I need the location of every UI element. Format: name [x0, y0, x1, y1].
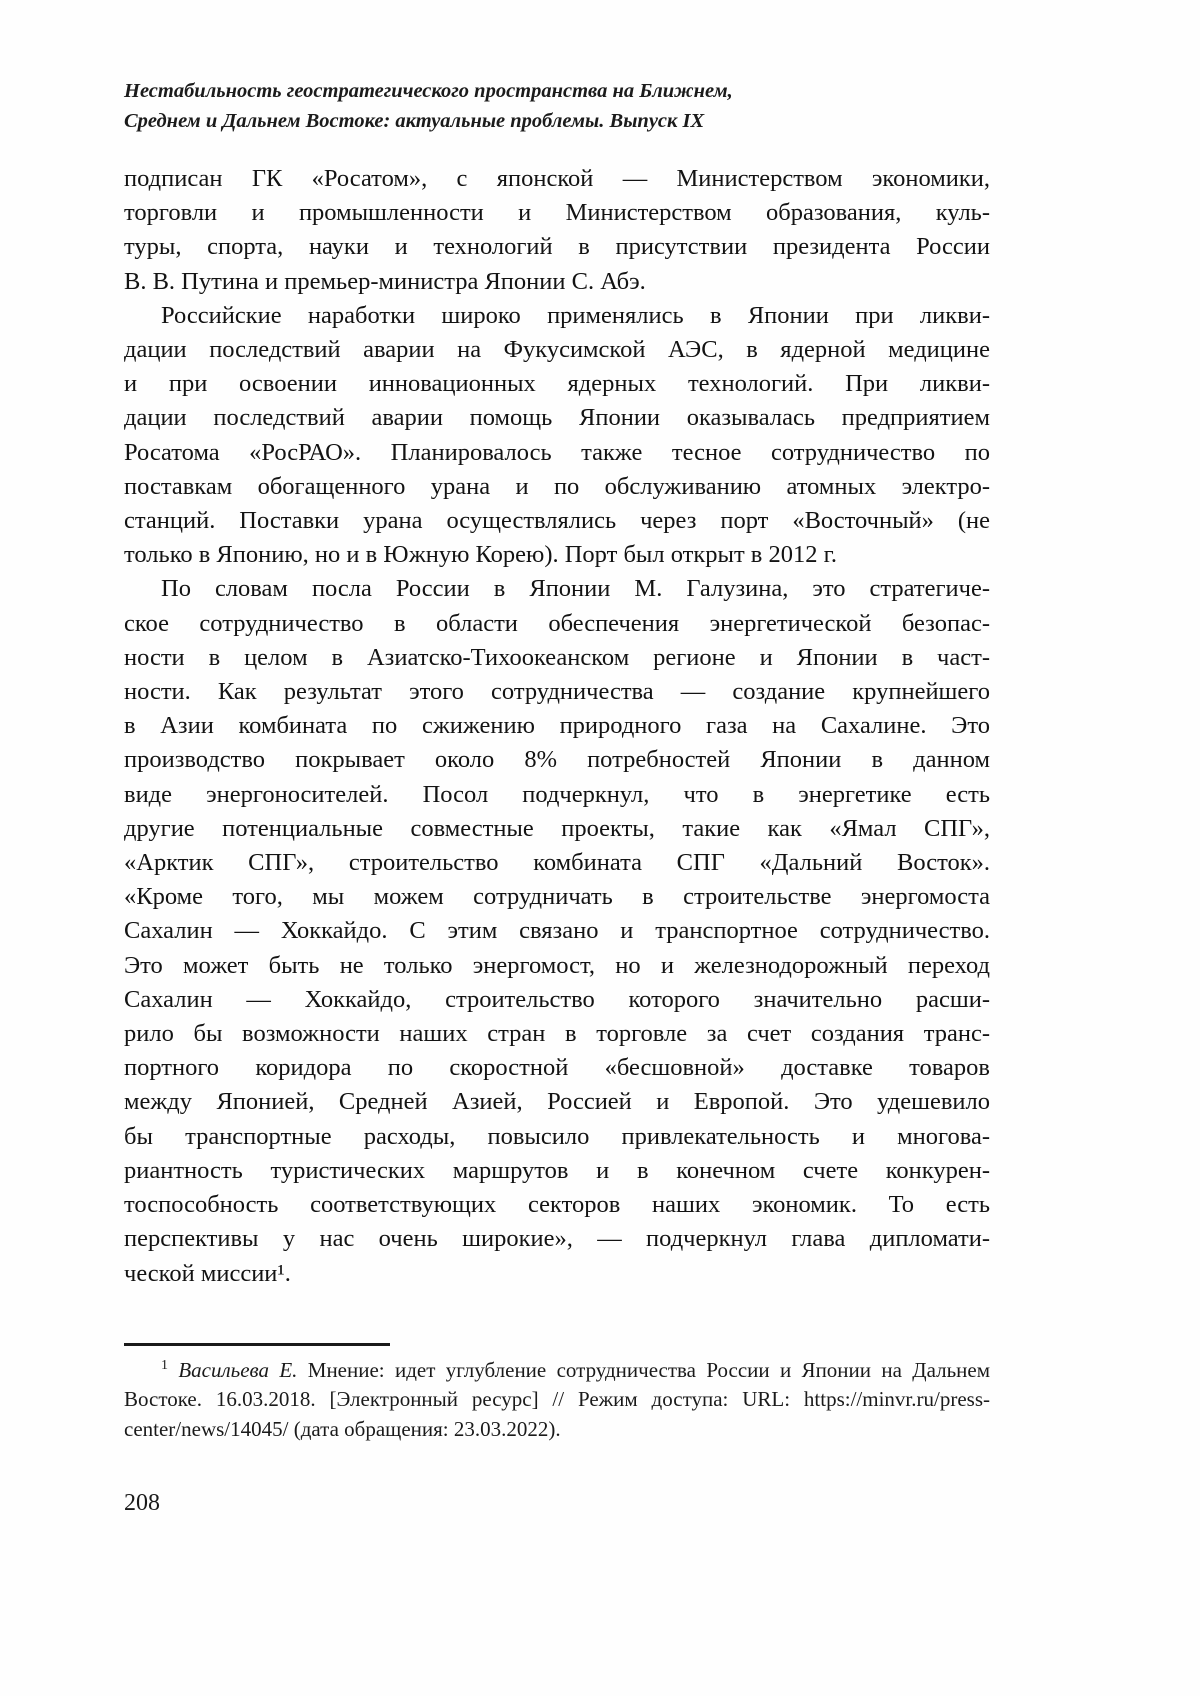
footnote-author: Васильева Е.: [178, 1357, 298, 1382]
running-header-line2: Среднем и Дальнем Востоке: актуальные проблемы. Выпуск IX: [124, 110, 705, 132]
footnote-marker: 1: [161, 1357, 168, 1373]
running-header-line1: Нестабильность геостратегического пространства на Ближнем,: [124, 80, 733, 102]
footnote-separator: [124, 1343, 390, 1346]
body-line: ности в целом в Азиатско-Тихоокеанском регионе и Японии в част-: [124, 643, 990, 671]
body-line: Сахалин — Хоккайдо, строительство которого значительно расши-: [124, 985, 990, 1013]
body-line: туры, спорта, науки и технологий в присутствии президента России: [124, 233, 990, 261]
body-line: Сахалин — Хоккайдо. С этим связано и транспортное сотрудничество.: [124, 917, 990, 945]
body-paragraph: [124, 572, 990, 1290]
body-line: тоспособность соответствующих секторов наших экономик. То есть: [124, 1191, 990, 1219]
body-line: другие потенциальные совместные проекты, такие как «Ямал СПГ»,: [124, 814, 990, 842]
body-line: «Арктик СПГ», строительство комбината СПГ «Дальний Восток».: [124, 849, 990, 877]
body-line: портного коридора по скоростной «бесшовной» доставке товаров: [124, 1054, 990, 1082]
body-line: виде энергоносителей. Посол подчеркнул, что в энергетике есть: [124, 780, 990, 808]
body-line: перспективы у нас очень широкие», — подчеркнул глава дипломати-: [124, 1225, 990, 1253]
body-paragraph: [124, 299, 990, 573]
body-line: По словам посла России в Японии М. Галузина, это стратегиче-: [161, 575, 990, 603]
body-line: В. В. Путина и премьер-министра Японии С. Абэ.: [124, 267, 646, 295]
body-line: подписан ГК «Росатом», с японской — Министерством экономики,: [124, 165, 990, 192]
body-line: дации последствий аварии помощь Японии оказывалась предприятием: [124, 404, 990, 432]
body-line: и при освоении инновационных ядерных технологий. При ликви-: [124, 370, 990, 398]
body-line: между Японией, Средней Азией, Россией и Европой. Это удешевило: [124, 1088, 990, 1116]
body-line: ности. Как результат этого сотрудничества — создание крупнейшего: [124, 678, 990, 706]
body-line: дации последствий аварии на Фукусимской АЭС, в ядерной медицине: [124, 336, 990, 364]
body-line: Это может быть не только энергомост, но и железнодорожный переход: [124, 951, 990, 979]
body-line: ческой миссии¹.: [124, 1259, 291, 1287]
body-line: торговли и промышленности и Министерством образования, куль-: [124, 199, 990, 227]
body-line: «Кроме того, мы можем сотрудничать в строительстве энергомоста: [124, 883, 990, 911]
footnote: [124, 1356, 990, 1445]
body-paragraph: [124, 162, 990, 299]
running-header: [124, 76, 990, 136]
body-line: риантность туристических маршрутов и в конечном счете конкурен-: [124, 1156, 990, 1184]
body-line: станций. Поставки урана осуществлялись через порт «Восточный» (не: [124, 507, 990, 535]
page-number: 208: [124, 1490, 160, 1517]
body-line: рило бы возможности наших стран в торговле за счет создания транс-: [124, 1020, 990, 1048]
footnote-text: Мнение: идет углубление сотрудничества России и Японии на Дальнем Востоке. 16.03.2018. [Электронный ресурс] // Режим доступа: URL: https://minvr.ru/press-center/news/14045/ (дата обращения: 23.03.2022).: [124, 1357, 990, 1441]
body-line: ское сотрудничество в области обеспечения энергетической безопас-: [124, 609, 990, 637]
body-line: производство покрывает около 8% потребностей Японии в данном: [124, 746, 990, 774]
body-line: в Азии комбината по сжижению природного газа на Сахалине. Это: [124, 712, 990, 740]
body-line: Российские наработки широко применялись в Японии при ликви-: [161, 301, 990, 329]
body-line: бы транспортные расходы, повысило привлекательность и многова-: [124, 1122, 990, 1150]
body-line: Росатома «РосРАО». Планировалось также тесное сотрудничество по: [124, 438, 990, 466]
body-line: поставкам обогащенного урана и по обслуживанию атомных электро-: [124, 472, 990, 500]
body-text: [124, 162, 990, 1291]
body-line: только в Японию, но и в Южную Корею). Порт был открыт в 2012 г.: [124, 541, 838, 569]
